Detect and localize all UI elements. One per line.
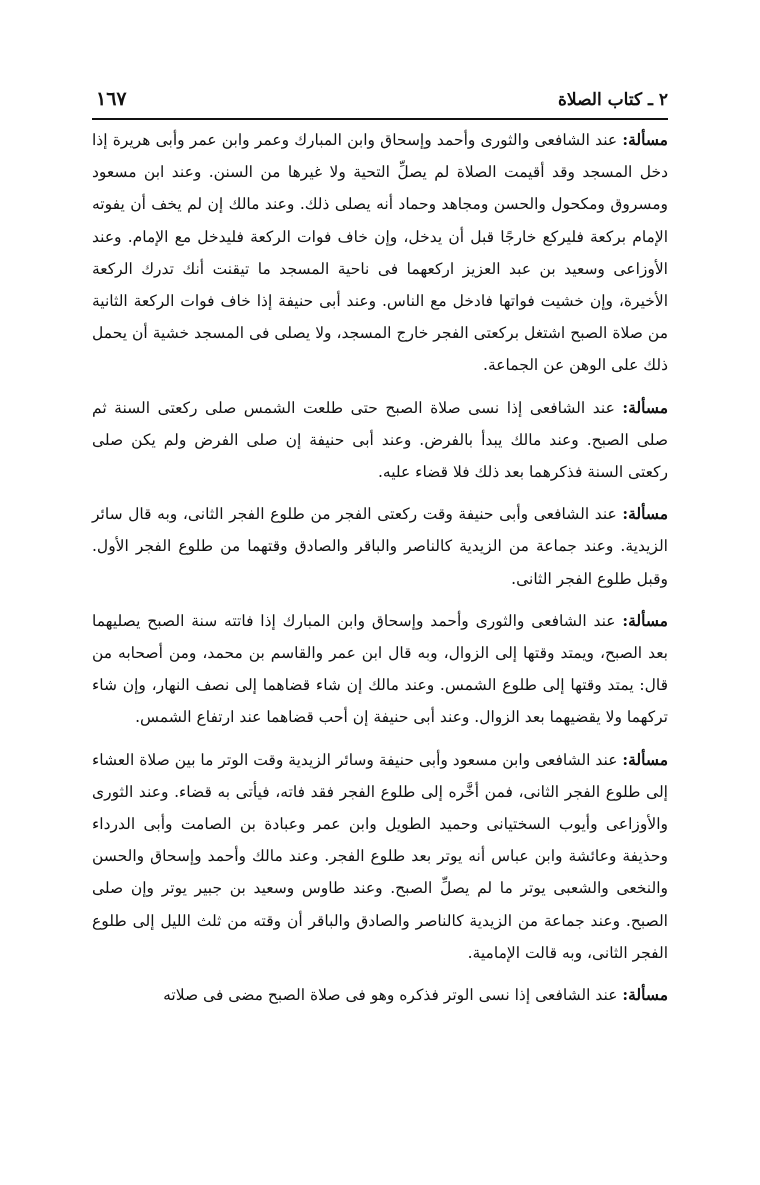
paragraph-text: عند الشافعى والثورى وأحمد وإسحاق وابن المبارك وعمر وابن عمر وأبى هريرة إذا دخل المسجد وقد أقيمت الصلاة لم يصلِّ التحية ولا غيرها من السنن. وعند ابن مسعود ومسروق ومكحول والحسن ومجاهد وحماد أنه يصلى ذلك. وعند مالك إن لم يخف أن يفوته الإمام بركعة فليركع خارجًا قبل أن يدخل، وإن خاف فوات الركعة فليدخل مع الإمام. وعند الأوزاعى وسعيد بن عبد العزيز اركعهما فى ناحية المسجد ما تيقنت أنك تدرك الركعة الأخيرة، وإن خشيت فواتها فادخل مع الناس. وعند أبى حنيفة إذا خاف فوات الركعة الثانية من صلاة الصبح اشتغل بركعتى الفجر خارج المسجد، ولا يصلى فى المسجد خشية أن يحمل ذلك على الوهن عن الجماعة.: [92, 131, 668, 375]
issue-label: مسألة:: [622, 985, 668, 1005]
page-body: [92, 124, 668, 1021]
page-header: [92, 86, 668, 116]
chapter-title: ٢ ـ كتاب الصلاة: [558, 90, 668, 110]
header-divider: [92, 118, 668, 120]
issue-label: مسألة:: [622, 504, 668, 524]
issue-label: مسألة:: [622, 397, 668, 417]
paragraph-5: [92, 744, 668, 969]
paragraph-3: [92, 498, 668, 595]
paragraph-2: [92, 392, 668, 489]
paragraph-4: [92, 605, 668, 734]
issue-label: مسألة:: [622, 749, 668, 769]
paragraph-6: [92, 979, 668, 1011]
paragraph-text: عند الشافعى إذا نسى الوتر فذكره وهو فى صلاة الصبح مضى فى صلاته: [163, 986, 618, 1005]
paragraph-text: عند الشافعى وابن مسعود وأبى حنيفة وسائر الزيدية وقت الوتر ما بين صلاة العشاء إلى طلوع الفجر الثانى، فمن أخَّره إلى طلوع الفجر فقد فاته، فيأتى به قضاء. وعند الثورى والأوزاعى وأيوب السختيانى وحميد الطويل وابن عمر وعبادة بن الصامت وأبى الدرداء وحذيفة وعائشة وابن عباس أنه يوتر بعد طلوع الفجر. وعند مالك وأحمد وإسحاق والحسن والنخعى والشعبى يوتر ما لم يصلِّ الصبح. وعند طاوس وسعيد بن جبير يوتر وإن صلى الصبح. وعند جماعة من الزيدية كالناصر والصادق والباقر أن وقته من ثلث الليل إلى طلوع الفجر الثانى، وبه قالت الإمامية.: [91, 750, 668, 962]
paragraph-text: عند الشافعى والثورى وأحمد وإسحاق وابن المبارك إذا فاتته سنة الصبح يصليهما بعد الصبح، ويمتد وقتها إلى الزوال، وبه قال ابن عمر والقاسم بن محمد، ومن أصحابه من قال: يمتد وقتها إلى طلوع الشمس. وعند مالك إن شاء قضاهما إلى نصف النهار، وإن شاء تركهما ولا يقضيهما بعد الزوال. وعند أبى حنيفة إن أحب قضاهما عند ارتفاع الشمس.: [92, 611, 668, 727]
paragraph-text: عند الشافعى إذا نسى صلاة الصبح حتى طلعت الشمس صلى ركعتى السنة ثم صلى الصبح. وعند مالك يبدأ بالفرض. وعند أبى حنيفة إن صلى الفرض ولم يكن صلى ركعتى السنة فذكرهما بعد ذلك فلا قضاء عليه.: [92, 398, 668, 482]
issue-label: مسألة:: [622, 610, 668, 630]
issue-label: مسألة:: [622, 130, 668, 149]
paragraph-1: [92, 124, 668, 382]
page-number: ١٦٧: [96, 88, 127, 110]
paragraph-text: عند الشافعى وأبى حنيفة وقت ركعتى الفجر من طلوع الفجر الثانى، وبه قال سائر الزيدية. وعند جماعة من الزيدية كالناصر والباقر والصادق وقتهما من طلوع الفجر الأول. وقبل طلوع الفجر الثانى.: [92, 505, 668, 588]
